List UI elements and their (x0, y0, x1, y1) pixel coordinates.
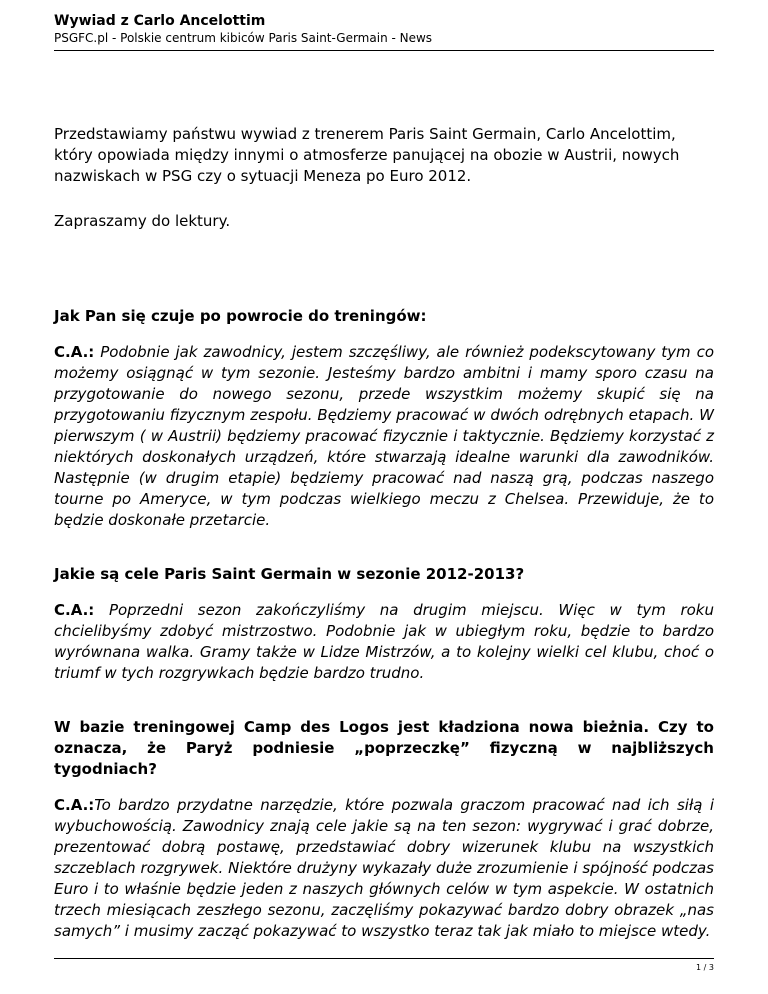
speaker-label: C.A.: (54, 796, 95, 814)
header-divider (54, 50, 714, 51)
footer-divider (54, 958, 714, 959)
speaker-label: C.A.: (54, 601, 95, 619)
speaker-label: C.A.: (54, 343, 95, 361)
answer-1-text: Podobnie jak zawodnicy, jestem szczęśliwy, ale również podekscytowany tym co możemy osiągnąć w tym sezonie. Jesteśmy bardzo ambitni i mamy sporo czasu na przygotowanie do nowego sezonu, przede wszystkim możemy skupić się na przygotowaniu fizycznym zespołu. Będziemy pracować w dwóch odrębnych etapach. W pierwszym ( w Austrii) będziemy pracować fizycznie i taktycznie. Będziemy korzystać z niektórych doskonałych urządzeń, które stwarzają idealne warunki dla zawodników. Następnie (w drugim etapie) będziemy pracować nad naszą grą, podczas naszego tourne po Ameryce, w tym podczas wielkiego meczu z Chelsea. Przewiduje, że to będzie doskonałe przetarcie. (54, 343, 714, 529)
page-number: 1 / 3 (696, 963, 714, 972)
document-title: Wywiad z Carlo Ancelottim (54, 13, 266, 29)
question-1: Jak Pan się czuje po powrocie do treningów: (54, 307, 427, 325)
answer-1 (54, 342, 714, 531)
answer-2-text: Poprzedni sezon zakończyliśmy na drugim miejscu. Więc w tym roku chcielibyśmy zdobyć mistrzostwo. Podobnie jak w ubiegłym roku, będzie to bardzo wyrównana walka. Gramy także w Lidze Mistrzów, a to kolejny wielki cel klubu, choć o triumf w tych rozgrywkach będzie bardzo trudno. (54, 601, 714, 682)
site-subtitle: PSGFC.pl - Polskie centrum kibiców Paris Saint-Germain - News (54, 31, 433, 45)
question-3: W bazie treningowej Camp des Logos jest kładziona nowa bieżnia. Czy to oznacza, że Paryż podniesie „poprzeczkę” fizyczną w najbliższych tygodniach? (54, 718, 714, 778)
intro-paragraph: Przedstawiamy państwu wywiad z trenerem Paris Saint Germain, Carlo Ancelottim, który opowiada między innymi o atmosferze panującej na obozie w Austrii, nowych nazwiskach w PSG czy o sytuacji Meneza po Euro 2012. (54, 125, 680, 185)
answer-3-text: To bardzo przydatne narzędzie, które pozwala graczom pracować nad ich siłą i wybuchowością. Zawodnicy znają cele jakie są na ten sezon: wygrywać i grać dobrze, prezentować dobrą postawę, przedstawiać dobry wizerunek klubu na wszystkich szczeblach rozgrywek. Niektóre drużyny wykazały duże zrozumienie i spójność podczas Euro i to właśnie będzie jeden z naszych głównych celów w tym aspekcie. W ostatnich trzech miesiącach zeszłego sezonu, zaczęliśmy pokazywać bardzo dobry obrazek „nas samych” i musimy zacząć pokazywać to wszystko teraz tak jak miało to miejsce wtedy. (54, 796, 714, 940)
page-header (54, 12, 714, 46)
invite-paragraph: Zapraszamy do lektury. (54, 212, 231, 230)
answer-2 (54, 600, 714, 684)
answer-3 (54, 795, 714, 942)
question-2: Jakie są cele Paris Saint Germain w sezonie 2012-2013? (54, 565, 525, 583)
article-body (54, 124, 714, 942)
